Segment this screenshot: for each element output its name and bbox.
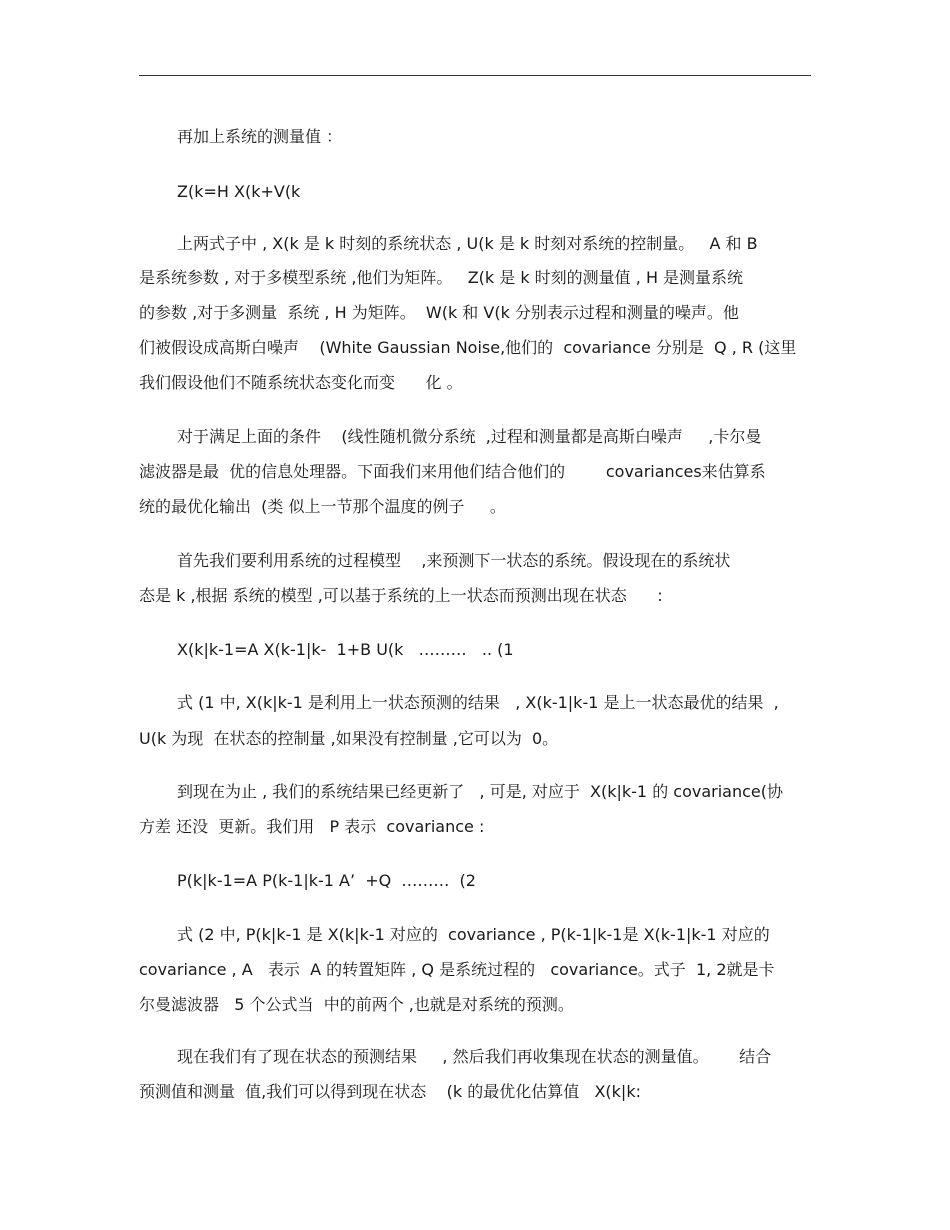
text-line: 上两式子中 , X(k 是 k 时刻的系统状态 , U(k 是 k 时刻对系统的控制量。 A 和 B — [177, 234, 758, 253]
equation-line: Z(k=H X(k+V(k — [177, 182, 301, 201]
text-line: covariance , A 表示 A 的转置矩阵 , Q 是系统过程的 covariance。式子 1, 2就是卡 — [139, 960, 775, 979]
equation-line: P(k|k-1=A P(k-1|k-1 A’ +Q ……… (2 — [177, 871, 476, 890]
text-line: 方差 还没 更新。我们用 P 表示 covariance : — [139, 817, 485, 836]
text-line: 式 (1 中, X(k|k-1 是利用上一状态预测的结果 , X(k-1|k-1 是上一状态最优的结果 , — [177, 693, 779, 712]
text-line: 预测值和测量 值,我们可以得到现在状态 (k 的最优化估算值 X(k|k: — [139, 1082, 641, 1101]
text-line: 再加上系统的测量值 ： — [177, 127, 343, 146]
text-line: 我们假设他们不随系统状态变化而变 化 。 — [139, 373, 463, 392]
text-line: 统的最优化输出 (类 似上一节那个温度的例子 。 — [139, 497, 506, 516]
text-line: 滤波器是最 优的信息处理器。下面我们来用他们结合他们的 covariances来估算系 — [139, 462, 766, 481]
text-line: 对于满足上面的条件 (线性随机微分系统 ,过程和测量都是高斯白噪声 ,卡尔曼 — [177, 427, 762, 446]
header-rule — [139, 75, 811, 76]
text-line: 的参数 ,对于多测量 系统 , H 为矩阵。 W(k 和 V(k 分别表示过程和测量的噪声。他 — [139, 303, 739, 322]
equation-line: X(k|k-1=A X(k-1|k- 1+B U(k ……… .. (1 — [177, 640, 514, 659]
text-line: U(k 为现 在状态的控制量 ,如果没有控制量 ,它可以为 0。 — [139, 729, 559, 748]
text-line: 式 (2 中, P(k|k-1 是 X(k|k-1 对应的 covariance , P(k-1|k-1是 X(k-1|k-1 对应的 — [177, 925, 770, 944]
text-line: 到现在为止 , 我们的系统结果已经更新了 , 可是, 对应于 X(k|k-1 的 covariance(协 — [177, 782, 783, 801]
text-line: 是系统参数 , 对于多模型系统 ,他们为矩阵。 Z(k 是 k 时刻的测量值 , H 是测量系统 — [139, 268, 744, 287]
text-line: 态是 k ,根据 系统的模型 ,可以基于系统的上一状态而预测出现在状态 : — [139, 586, 663, 605]
text-line: 尔曼滤波器 5 个公式当 中的前两个 ,也就是对系统的预测。 — [139, 995, 574, 1014]
text-line: 首先我们要利用系统的过程模型 ,来预测下一状态的系统。假设现在的系统状 — [177, 551, 731, 570]
text-line: 现在我们有了现在状态的预测结果 , 然后我们再收集现在状态的测量值。 结合 — [177, 1047, 772, 1066]
text-line: 们被假设成高斯白噪声 (White Gaussian Noise,他们的 covariance 分别是 Q , R (这里 — [139, 338, 797, 357]
